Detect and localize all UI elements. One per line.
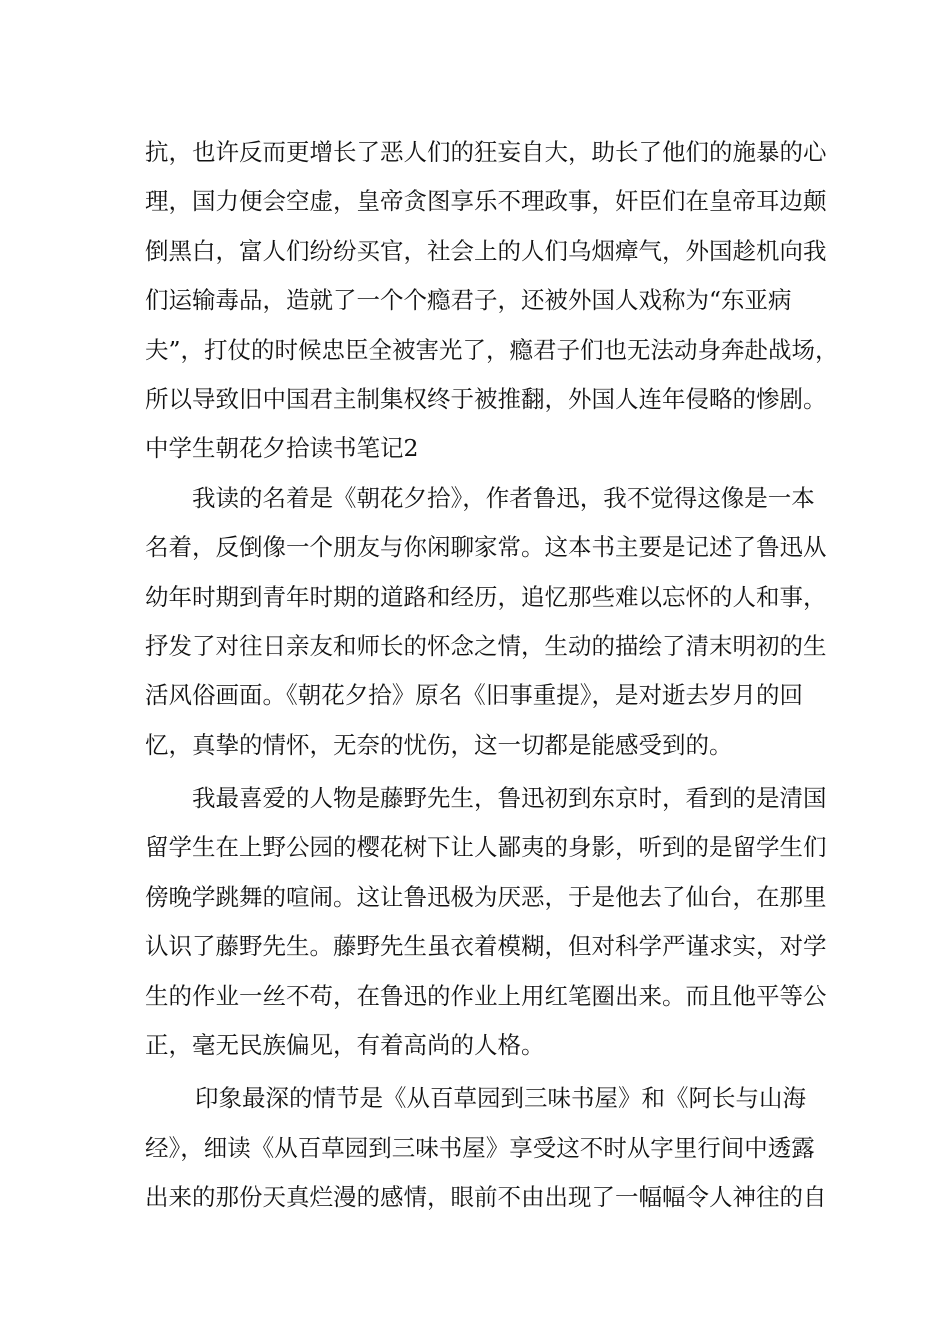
text-line: 所以导致旧中国君主制集权终于被推翻，外国人连年侵略的惨剧。 <box>145 384 827 413</box>
paragraph-2 <box>145 774 827 1070</box>
continued-paragraph <box>145 128 839 424</box>
text-line: 出来的那份天真烂漫的感情，眼前不由出现了一幅幅令人神往的自 <box>145 1183 827 1212</box>
text-line: 名着，反倒像一个朋友与你闲聊家常。这本书主要是记述了鲁迅从 <box>145 533 827 562</box>
paragraph-3 <box>145 1074 827 1222</box>
text-line: 抒发了对往日亲友和师长的怀念之情，生动的描绘了清末明初的生 <box>145 631 827 660</box>
text-line: 夫”，打仗的时候忠臣全被害光了，瘾君子们也无法动身奔赴战场， <box>145 335 839 364</box>
document-body <box>145 128 839 1223</box>
text-line: 幼年时期到青年时期的道路和经历，追忆那些难以忘怀的人和事， <box>145 582 827 611</box>
text-line: 留学生在上野公园的樱花树下让人鄙夷的身影，听到的是留学生们 <box>145 833 827 862</box>
text-line: 活风俗画面。《朝花夕拾》原名《旧事重提》，是对逝去岁月的回 <box>145 681 803 710</box>
section-title: 中学生朝花夕拾读书笔记2 <box>145 434 419 463</box>
text-line: 倒黑白，富人们纷纷买官，社会上的人们乌烟瘴气，外国趁机向我 <box>145 236 827 265</box>
text-line: 理，国力便会空虚，皇帝贪图享乐不理政事，奸臣们在皇帝耳边颠 <box>145 187 827 216</box>
text-line: 生的作业一丝不苟，在鲁迅的作业上用红笔圈出来。而且他平等公 <box>145 981 827 1010</box>
text-line: 抗，也许反而更增长了恶人们的狂妄自大，助长了他们的施暴的心 <box>145 138 827 166</box>
text-line: 们运输毒品，造就了一个个瘾君子，还被外国人戏称为“东亚病 <box>145 286 792 315</box>
text-line: 正，毫无民族偏见，有着高尚的人格。 <box>145 1031 545 1060</box>
text-line: 我读的名着是《朝花夕拾》，作者鲁迅，我不觉得这像是一本 <box>192 483 815 512</box>
text-line: 傍晚学跳舞的喧闹。这让鲁迅极为厌恶，于是他去了仙台，在那里 <box>145 882 827 911</box>
text-line: 认识了藤野先生。藤野先生虽衣着模糊，但对科学严谨求实，对学 <box>145 932 827 961</box>
paragraph-1 <box>145 474 827 770</box>
text-line: 我最喜爱的人物是藤野先生，鲁迅初到东京时，看到的是清国 <box>192 784 827 813</box>
text-line: 经》，细读《从百草园到三味书屋》享受这不时从字里行间中透露 <box>145 1133 815 1162</box>
text-line: 印象最深的情节是《从百草园到三味书屋》和《阿长与山海 <box>195 1084 806 1113</box>
text-line: 忆，真挚的情怀，无奈的忧伤，这一切都是能感受到的。 <box>145 730 733 759</box>
